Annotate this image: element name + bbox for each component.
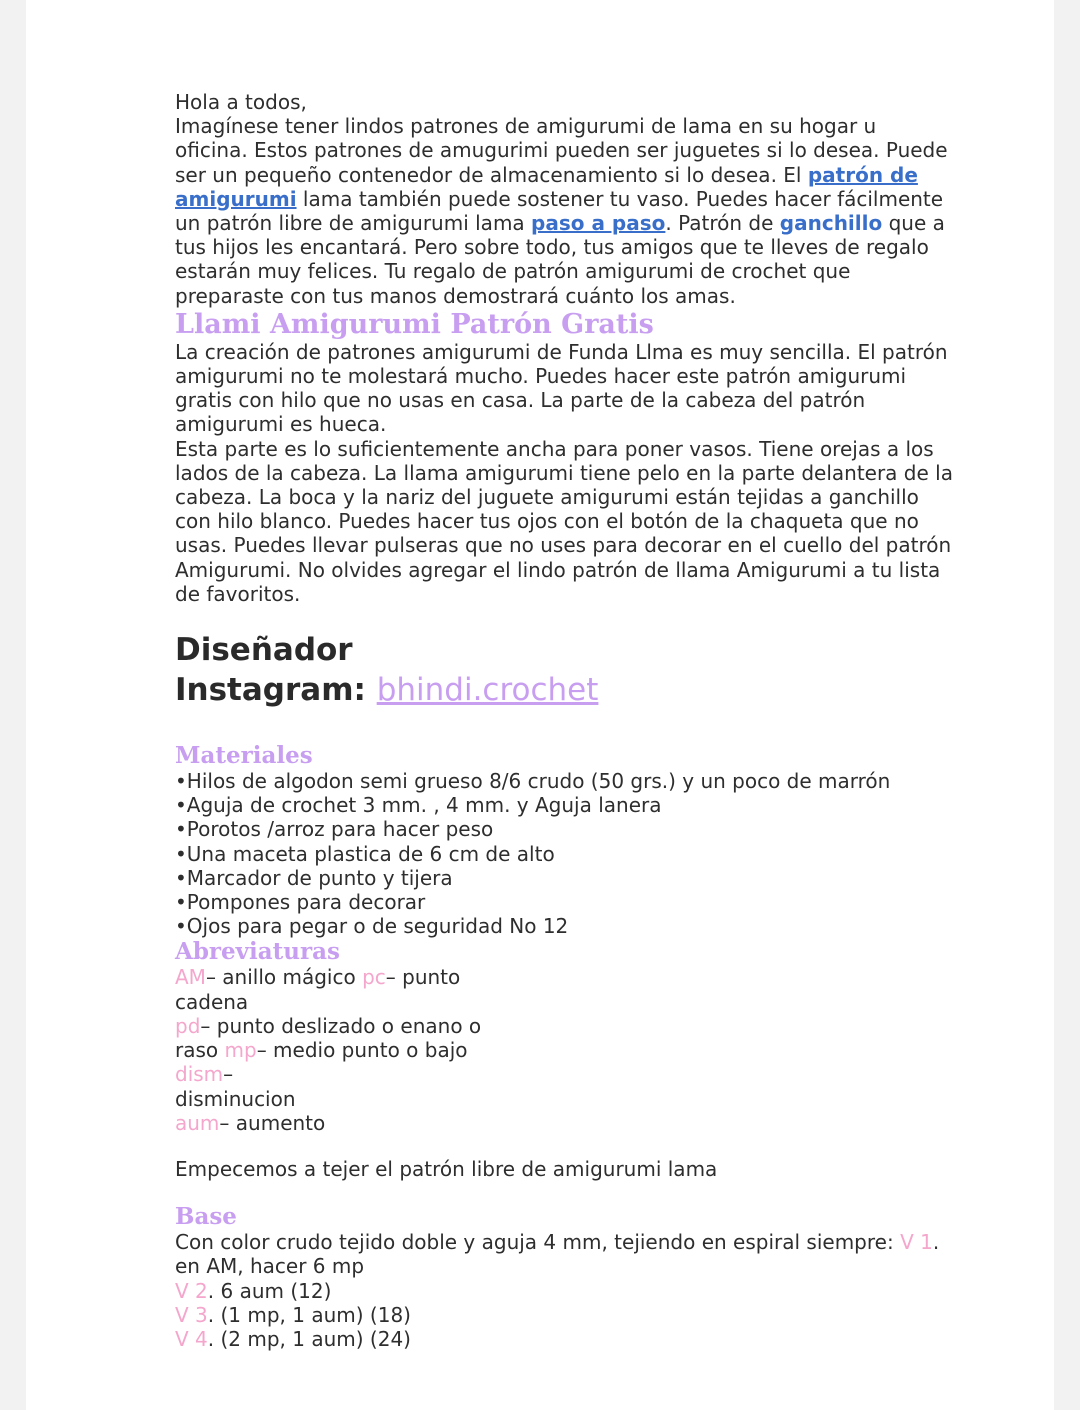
page bbox=[26, 0, 1054, 1410]
abbr-aum: aum bbox=[175, 1110, 220, 1135]
abbr-am-pc: AM– anillo mágico pc– punto cadena bbox=[175, 965, 461, 1014]
intro-text-d: que a tus hijos les encantará. Pero sobre todo, tus amigos que te lleves de regalo estarán muy felices. Tu regalo de patrón amigurumi de crochet que preparaste con tus manos demostrará cuánto los amas. bbox=[175, 211, 945, 308]
intro-paragraph bbox=[175, 114, 955, 308]
row-label: V 2 bbox=[175, 1278, 208, 1303]
section-title-llami: Llami Amigurumi Patrón Gratis bbox=[175, 308, 654, 340]
intro-text-b: lama también puede sostener tu vaso. Puedes hacer fácilmente un patrón libre de amigurumi lama bbox=[175, 186, 944, 236]
instagram-link[interactable]: bhindi.crochet bbox=[376, 672, 599, 709]
abbr-pc: pc bbox=[362, 965, 386, 990]
base-title: Base bbox=[175, 1203, 237, 1231]
instagram-label: Instagram: bbox=[175, 672, 377, 709]
abbr-dism: dism bbox=[175, 1062, 224, 1087]
base-instructions: Con color crudo tejido doble y aguja 4 mm, tejiendo en espiral siempre: V 1. en AM, hacer 6 mp bbox=[175, 1230, 940, 1279]
abbr-mp: mp bbox=[224, 1038, 257, 1063]
abbreviations-list bbox=[175, 965, 505, 1134]
abbreviations-title: Abreviaturas bbox=[175, 938, 340, 966]
article-content bbox=[175, 90, 955, 1351]
intro-text-c: . Patrón de bbox=[665, 211, 780, 236]
materials-item: •Marcador de punto y tijera bbox=[175, 865, 453, 890]
materials-list bbox=[175, 769, 955, 938]
materials-item: •Una maceta plastica de 6 cm de alto bbox=[175, 841, 555, 866]
start-text: Empecemos a tejer el patrón libre de amigurumi lama bbox=[175, 1156, 718, 1181]
materials-title: Materiales bbox=[175, 742, 313, 770]
abbr-pd-mp: pd– punto deslizado o enano o raso mp– medio punto o bajo bbox=[175, 1013, 482, 1063]
materials-item: •Pompones para decorar bbox=[175, 890, 426, 915]
abbr-pd: pd bbox=[175, 1013, 201, 1038]
base-row: V 3. (1 mp, 1 aum) (18) bbox=[175, 1302, 411, 1327]
row-label: V 1 bbox=[900, 1230, 933, 1255]
intro-text-a: Imagínese tener lindos patrones de amigurumi de lama en su hogar u oficina. Estos patrones de amugurimi pueden ser juguetes si lo desea. Puede ser un pequeño contenedor de almacenamiento si lo desea. El bbox=[175, 114, 948, 187]
base-row: V 2. 6 aum (12) bbox=[175, 1278, 332, 1303]
materials-item: •Hilos de algodon semi grueso 8/6 crudo (50 grs.) y un poco de marrón bbox=[175, 769, 891, 794]
abbr-aum-line: aum– aumento bbox=[175, 1110, 326, 1135]
row-label: V 4 bbox=[175, 1326, 208, 1351]
section1-paragraph-1: La creación de patrones amigurumi de Funda Llma es muy sencilla. El patrón amigurumi no te molestará mucho. Puedes hacer este patrón amigurumi gratis con hilo que no usas en casa. La parte de la cabeza del patrón amigurumi es hueca. bbox=[175, 339, 948, 437]
greeting: Hola a todos, bbox=[175, 90, 307, 114]
designer-heading: Diseñador bbox=[175, 632, 353, 669]
materials-item: •Ojos para pegar o de seguridad No 12 bbox=[175, 914, 569, 939]
base-row: V 4. (2 mp, 1 aum) (24) bbox=[175, 1326, 411, 1351]
materials-item: •Aguja de crochet 3 mm. , 4 mm. y Aguja lanera bbox=[175, 793, 662, 818]
instagram-line bbox=[175, 670, 955, 710]
abbr-am: AM bbox=[175, 965, 206, 990]
materials-item: •Porotos /arroz para hacer peso bbox=[175, 817, 494, 842]
row-label: V 3 bbox=[175, 1302, 208, 1327]
abbr-dism-line: dism– disminucion bbox=[175, 1062, 296, 1111]
section1-paragraph-2: Esta parte es lo suficientemente ancha para poner vasos. Tiene orejas a los lados de la cabeza. La llama amigurumi tiene pelo en la parte delantera de la cabeza. La boca y la nariz del juguete amigurumi están tejidas a ganchillo con hilo blanco. Puedes hacer tus ojos con el botón de la chaqueta que no usas. Puedes llevar pulseras que no uses para decorar en el cuello del patrón Amigurumi. No olvides agregar el lindo patrón de llama Amigurumi a tu lista de favoritos. bbox=[175, 436, 953, 606]
step-by-step-link[interactable]: paso a paso bbox=[531, 211, 666, 236]
crochet-link[interactable]: ganchillo bbox=[779, 211, 883, 236]
amigurumi-pattern-link[interactable]: patrón de amigurumi bbox=[175, 162, 918, 211]
